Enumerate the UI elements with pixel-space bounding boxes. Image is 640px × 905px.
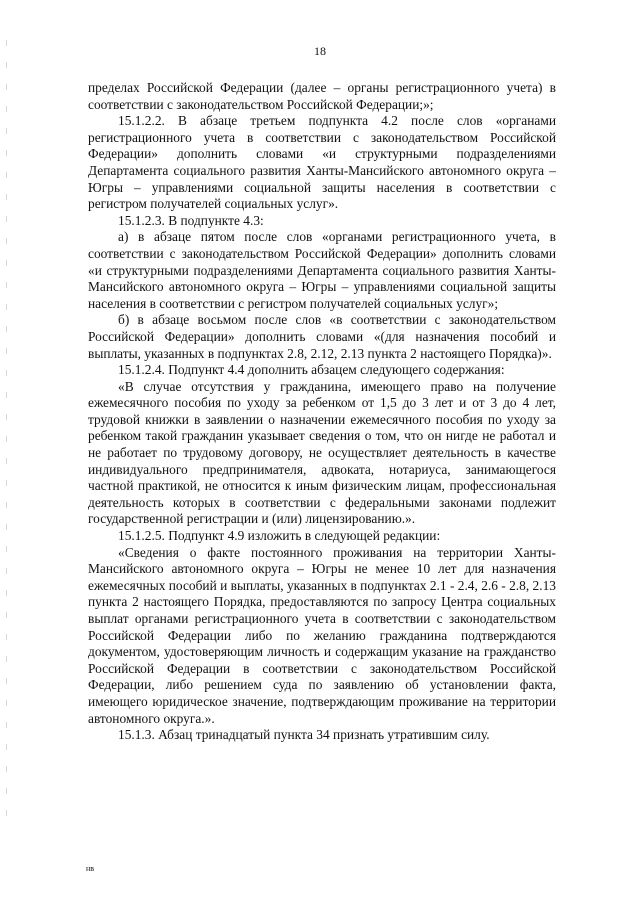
page-number: 18 [314,44,326,58]
paragraph-item-a: а) в абзаце пятом после слов «органами регистрационного учета, в соответствии с законодательством Российской Федерации» дополнить словами «и структурными подразделениями Департамента социального развития Ханты-Мансийского автономного округа – Югры – управлениями социальной защиты населения в соответствии с регистром получателей социальных услуг»; [88,229,556,311]
paragraph-quote-4-4: «В случае отсутствия у гражданина, имеющего право на получение ежемесячного пособия по уходу за ребенком от 1,5 до 3 лет и от 3 до 4 лет, трудовой книжки в заявлении о назначении ежемесячного пособия по уходу за ребенком такой гражданин указывает сведения о том, что он нигде не работал и не работает по трудовому договору, не осуществляет деятельность в качестве индивидуального предпринимателя, адвоката, нотариуса, занимающегося частной практикой, не относится к иным физическим лицам, профессиональная деятельность которых в соответствии с федеральными законами подлежит государственной регистрации и (или) лицензированию.». [88,378,556,527]
paragraph-item-b: б) в абзаце восьмом после слов «в соответствии с законодательством Российской Федерации» дополнить словами «(для назначения пособий и выплаты, указанных в подпунктах 2.8, 2.12, 2.13 пункта 2 настоящего Порядка)». [88,312,556,361]
scan-edge-artifact [6,40,7,820]
paragraph-15-1-2-2: 15.1.2.2. В абзаце третьем подпункта 4.2 после слов «органами регистрационного учета в соответствии с законодательством Российской Федерации» дополнить словами «и структурными подразделениями Департамента социального развития Ханты-Мансийского автономного округа – Югры – управлениями социальной защиты населения в соответствии с регистром получателей социальных услуг». [88,113,556,212]
paragraph-15-1-2-4: 15.1.2.4. Подпункт 4.4 дополнить абзацем следующего содержания: [118,362,505,378]
footer-initials: нв [86,864,95,873]
paragraph-15-1-2-3: 15.1.2.3. В подпункте 4.3: [118,212,264,228]
paragraph-quote-4-9: «Сведения о факте постоянного проживания на территории Ханты-Мансийского автономного округа – Югры не менее 10 лет для назначения ежемесячных пособий и выплаты, указанных в подпунктах 2.1 - 2.4, 2.6 - 2.8, 2.13 пункта 2 настоящего Порядка, предоставляются по запросу Центра социальных выплат органами регистрационного учета в соответствии с законодательством Российской Федерации либо по желанию гражданина подтверждаются документом, удостоверяющим личность и содержащим указание на гражданство Российской Федерации в соответствии с законодательством Российской Федерации, либо решением суда по заявлению об установлении факта, имеющего юридическое значение, подтверждающим проживание на территории автономного округа.». [88,544,556,726]
paragraph-15-1-2-5: 15.1.2.5. Подпункт 4.9 изложить в следующей редакции: [118,528,441,544]
paragraph-15-1-3: 15.1.3. Абзац тринадцатый пункта 34 признать утратившим силу. [118,727,490,743]
document-body [88,80,556,744]
paragraph-continuation: пределах Российской Федерации (далее – органы регистрационного учета) в соответствии с законодательством Российской Федерации;»; [88,80,556,112]
